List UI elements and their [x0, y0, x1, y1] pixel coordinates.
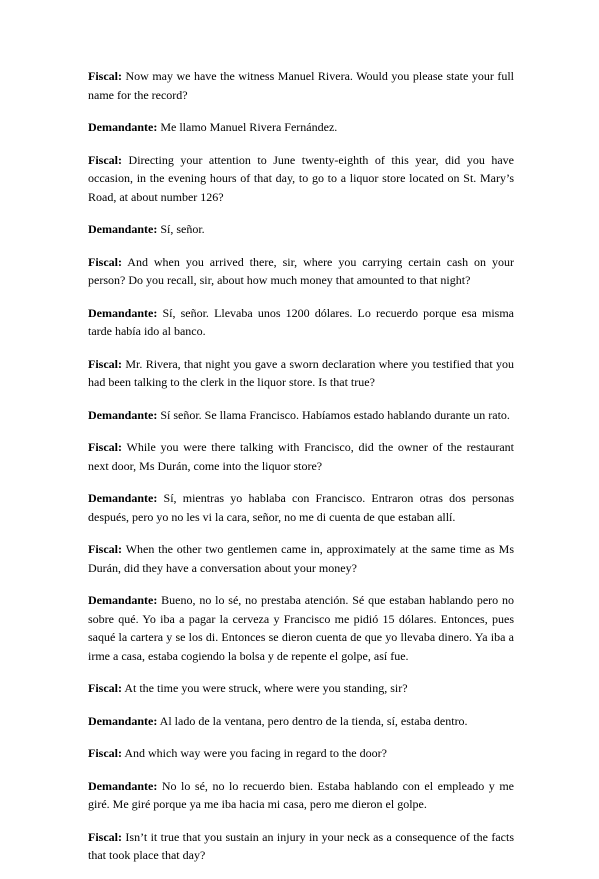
transcript-entry — [88, 304, 514, 341]
speaker-label: Demandante: — [88, 222, 158, 236]
entry-text: At the time you were struck, where were you standing, sir? — [124, 681, 408, 695]
entry-text: Sí, señor. — [160, 222, 205, 236]
speaker-label: Demandante: — [88, 713, 158, 728]
transcript-entry — [88, 828, 514, 865]
transcript-entry — [88, 679, 514, 698]
speaker-label: Fiscal: — [88, 440, 122, 454]
entry-text: And which way were you facing in regard to the door? — [124, 746, 387, 760]
speaker-label: Demandante: — [88, 778, 158, 793]
entry-text: When the other two gentlemen came in, approximately at the same time as Ms Durán, did they have a conversation about your money? — [88, 542, 514, 575]
entry-text: Al lado de la ventana, pero dentro de la tienda, sí, estaba dentro. — [159, 713, 468, 728]
entry-text: Mr. Rivera, that night you gave a sworn declaration where you testified that you had been talking to the clerk in the liquor store. Is that true? — [88, 356, 514, 389]
transcript-entry — [88, 220, 514, 239]
transcript-entry — [88, 744, 514, 763]
entry-text: While you were there talking with Francisco, did the owner of the restaurant next door, Ms Durán, come into the liquor store? — [88, 440, 514, 473]
speaker-label: Fiscal: — [88, 829, 122, 844]
transcript-body — [88, 67, 514, 879]
speaker-label: Fiscal: — [88, 69, 122, 83]
entry-text: Sí señor. Se llama Francisco. Habíamos estado hablando durante un rato. — [160, 407, 510, 422]
transcript-entry — [88, 777, 514, 814]
entry-text: Sí, mientras yo hablaba con Francisco. Entraron otras dos personas después, pero yo no les vi la cara, señor, no me di cuenta de que estaban allí. — [88, 491, 515, 524]
speaker-label: Demandante: — [88, 120, 158, 134]
transcript-entry — [88, 355, 514, 392]
transcript-entry — [88, 489, 514, 526]
entry-text: Bueno, no lo sé, no prestaba atención. Sé que estaban hablando pero no sobre qué. Yo iba a pagar la cerveza y Francisco me pidió 15 dólares. Entonces, pues saqué la cartera y se los di. Entonces se dieron cuenta de que yo llevaba dinero. Ya iba a irme a casa, estaba cogiendo la bolsa y de repente el golpe, así fue. — [88, 593, 514, 663]
entry-text: Isn’t it true that you sustain an injury in your neck as a consequence of the facts that took place that day? — [88, 829, 515, 862]
transcript-entry — [88, 118, 514, 137]
transcript-entry — [88, 253, 514, 290]
entry-text: And when you arrived there, sir, where you carrying certain cash on your person? Do you recall, sir, about how much money that amounted to that night? — [88, 254, 514, 287]
speaker-label: Fiscal: — [88, 542, 122, 556]
entry-text: Now may we have the witness Manuel Rivera. Would you please state your full name for the record? — [88, 69, 514, 102]
speaker-label: Demandante: — [88, 305, 158, 320]
transcript-entry — [88, 591, 514, 665]
transcript-entry — [88, 540, 514, 577]
speaker-label: Demandante: — [88, 491, 158, 505]
entry-text: Directing your attention to June twenty-eighth of this year, did you have occasion, in the evening hours of that day, to go to a liquor store located on St. Mary’s Road, at about number 126? — [88, 152, 515, 204]
transcript-entry — [88, 712, 514, 731]
transcript-entry — [88, 67, 514, 104]
speaker-label: Fiscal: — [88, 681, 122, 695]
transcript-entry — [88, 438, 514, 475]
transcript-entry — [88, 406, 514, 425]
speaker-label: Fiscal: — [88, 746, 122, 760]
speaker-label: Demandante: — [88, 407, 158, 422]
entry-text: Me llamo Manuel Rivera Fernández. — [160, 120, 338, 134]
speaker-label: Demandante: — [88, 593, 158, 607]
speaker-label: Fiscal: — [88, 254, 122, 269]
entry-text: Sí, señor. Llevaba unos 1200 dólares. Lo recuerdo porque esa misma tarde había ido al banco. — [88, 305, 515, 338]
speaker-label: Fiscal: — [88, 152, 122, 167]
entry-text: No lo sé, no lo recuerdo bien. Estaba hablando con el empleado y me giré. Me giré porque ya me iba hacia mi casa, pero me dieron el golpe. — [88, 778, 514, 811]
speaker-label: Fiscal: — [88, 356, 122, 371]
transcript-entry — [88, 151, 514, 207]
